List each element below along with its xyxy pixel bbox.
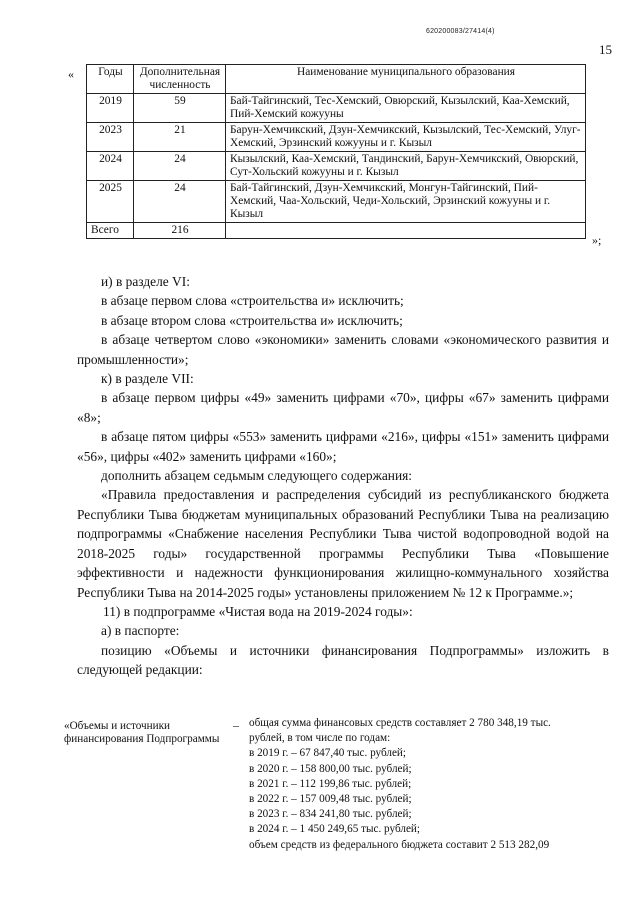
row-year: 2024 (87, 152, 134, 181)
row-names: Барун-Хемчикский, Дзун-Хемчикский, Кызылский, Тес-Хемский, Улуг-Хемский, Эрзинский кожууны и г. Кызыл (226, 123, 586, 152)
table-total-row (87, 223, 586, 239)
paragraph: в абзаце первом слова «строительства и» исключить; (101, 293, 404, 309)
financing-line: в 2019 г. – 67 847,40 тыс. рублей; (249, 747, 407, 760)
row-count: 21 (134, 123, 226, 152)
row-names: Бай-Тайгинский, Дзун-Хемчикский, Монгун-Тайгинский, Пий-Хемский, Чаа-Хольский, Чеди-Хольский, Эрзинский кожууны и г. Кызыл (226, 181, 586, 223)
item-passport: а) в паспорте: (101, 623, 180, 639)
row-names: Кызылский, Каа-Хемский, Тандинский, Барун-Хемчикский, Овюрский, Сут-Хольский кожууны и г. Кызыл (226, 152, 586, 181)
table-close-quote: »; (592, 233, 602, 247)
table-open-quote: « (68, 67, 74, 81)
total-value: 216 (134, 223, 226, 239)
financing-line: объем средств из федерального бюджета составит 2 513 282,09 (249, 838, 550, 851)
row-names: Бай-Тайгинский, Тес-Хемский, Овюрский, Кызылский, Каа-Хемский, Пий-Хемский кожууны (226, 94, 586, 123)
table-row (87, 181, 586, 223)
table-header-row (87, 65, 586, 94)
distribution-table (86, 64, 586, 239)
paragraph: в абзаце первом цифры «49» заменить цифрами «70», цифры «67» заменить цифрами «8»; (77, 390, 609, 425)
row-year: 2019 (87, 94, 134, 123)
paragraph: позицию «Объемы и источники финансирования Подпрограммы» изложить в следующей редакции: (77, 642, 609, 678)
item-section-vi: и) в разделе VI: (101, 274, 190, 289)
row-year: 2025 (87, 181, 134, 223)
document-code: 620200083/27414(4) (426, 28, 495, 35)
financing-line: общая сумма финансовых средств составляет 2 780 348,19 тыс. (249, 717, 551, 729)
paragraph: в абзаце четвертом слово «экономики» заменить словами «экономического развития и промышленности»; (77, 332, 609, 367)
paragraph: в абзаце пятом цифры «553» заменить цифрами «216», цифры «151» заменить цифрами «56», цифры «402» заменить цифрами «160»; (77, 429, 609, 464)
financing-details (249, 716, 611, 853)
table-row (87, 152, 586, 181)
total-label: Всего (87, 223, 134, 239)
financing-line: в 2024 г. – 1 450 249,65 тыс. рублей; (249, 823, 421, 836)
financing-line: в 2021 г. – 112 199,86 тыс. рублей; (249, 777, 412, 790)
quoted-rules-paragraph: «Правила предоставления и распределения субсидий из республиканского бюджета Республики Тыва бюджетам муниципальных образований Республики Тыва на реализацию подпрограммы «Снабжение населения Республики Тыва чистой водопроводной водой на 2018-2025 годы» государственной программы Республики Тыва «Повышение эффективности и надежности функционирования жилищно-коммунального хозяйства Республики Тыва на 2014-2025 годы» установлены приложением № 12 к Программе.»; (77, 487, 609, 600)
row-count: 24 (134, 181, 226, 223)
paragraph: дополнить абзацем седьмым следующего содержания: (101, 468, 412, 484)
item-section-vii: к) в разделе VII: (101, 371, 194, 387)
row-count: 59 (134, 94, 226, 123)
item-subprogram: 11) в подпрограмме «Чистая вода на 2019-2024 годы»: (103, 603, 413, 619)
row-count: 24 (134, 152, 226, 181)
financing-label: «Объемы и источники финансирования Подпрограммы (64, 720, 220, 745)
header-years: Годы (87, 65, 134, 94)
page-number: 15 (599, 42, 612, 57)
financing-line: в 2020 г. – 158 800,00 тыс. рублей; (249, 762, 412, 775)
total-empty-cell (226, 223, 586, 239)
financing-line: рублей, в том числе по годам: (249, 732, 391, 745)
amendment-text (77, 272, 609, 680)
table-row (87, 123, 586, 152)
financing-line: в 2023 г. – 834 241,80 тыс. рублей; (249, 808, 412, 821)
header-municipality: Наименование муниципального образования (226, 65, 586, 94)
paragraph: в абзаце втором слова «строительства и» исключить; (101, 312, 403, 328)
header-additional-count: Дополнительная численность (134, 65, 226, 94)
table-row (87, 94, 586, 123)
financing-dash: – (233, 718, 239, 732)
row-year: 2023 (87, 123, 134, 152)
financing-line: в 2022 г. – 157 009,48 тыс. рублей; (249, 793, 412, 806)
